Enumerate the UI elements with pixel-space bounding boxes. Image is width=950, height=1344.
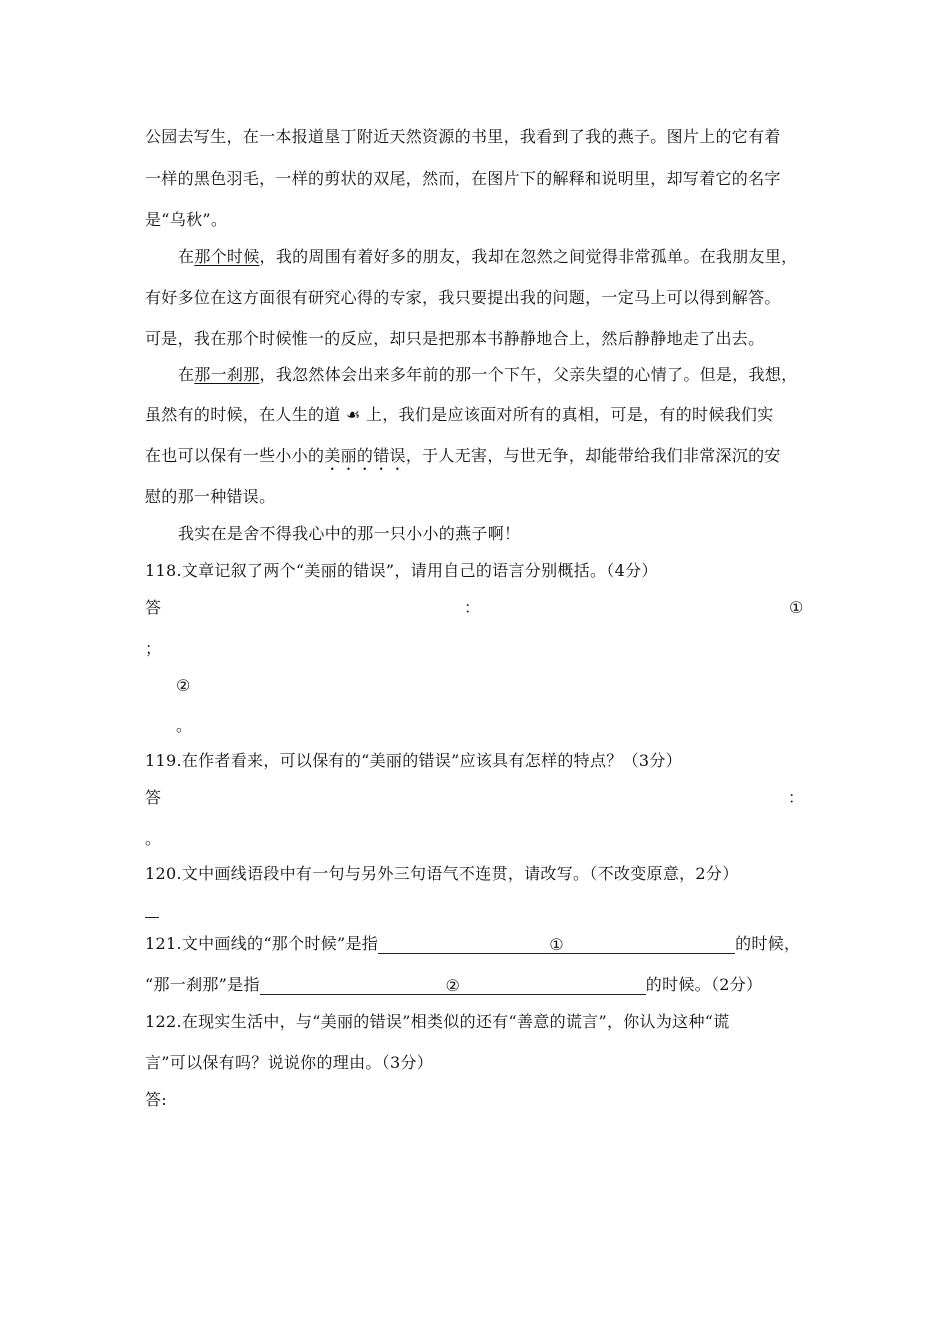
dotted-phrase-美丽的错误: 美丽的错误	[324, 446, 406, 465]
p3-line1-rest: ，我忽然体会出来多年前的那一个下午，父亲失望的心情了。但是，我想，	[259, 365, 798, 384]
q121-blank2[interactable]	[260, 976, 646, 995]
passage-p3-line1	[178, 365, 797, 385]
passage-p3-line4: 慰的那一种错误。	[145, 487, 276, 506]
q118-mark2: ②	[176, 676, 191, 695]
q120-answer-line[interactable]	[145, 917, 159, 918]
q122-line2: 言”可以保有吗？说说你的理由。（3分）	[145, 1053, 434, 1072]
q118-period: 。	[176, 716, 193, 735]
q121-line2	[145, 975, 762, 995]
passage-p2-line2: 有好多位在这方面很有研究心得的专家，我只要提出我的问题，一定马上可以得到解答。	[145, 288, 781, 307]
q118-question: 118.文章记叙了两个“美丽的错误”，请用自己的语言分别概括。（4分）	[145, 561, 658, 580]
q121-blank1[interactable]	[378, 935, 735, 954]
p2-line1-rest: ，我的周围有着好多的朋友，我却在忽然之间觉得非常孤单。在我朋友里，	[259, 247, 798, 266]
passage-p1-line1: 公园去写生，在一本报道垦丁附近天然资源的书里，我看到了我的燕子。图片上的它有着	[145, 127, 781, 146]
q121-part2-prefix: “那一刹那”是指	[145, 975, 260, 994]
q119-question: 119.在作者看来，可以保有的“美丽的错误”应该具有怎样的特点？（3分）	[145, 751, 682, 770]
passage-p2-line1	[178, 247, 797, 267]
q121-part1-prefix: 121.文中画线的“那个时候”是指	[145, 934, 379, 953]
p3-line3-b: ，于人无害，与世无争，却能带给我们非常深沉的安	[405, 446, 781, 465]
p3-lead: 在	[178, 365, 195, 384]
passage-p1-line2: 一样的黑色羽毛，一样的剪状的双尾，然而，在图片下的解释和说明里，却写着它的名字	[145, 169, 781, 188]
q122-answer-label: 答:	[145, 1090, 167, 1109]
q119-answer-label: 答	[145, 788, 162, 807]
passage-p2-line3: 可是，我在那个时候惟一的反应，却只是把那本书静静地合上，然后静静地走了出去。	[145, 329, 765, 348]
p3-line3-a: 在也可以保有一些小小的	[145, 446, 325, 465]
q120-question: 120.文中画线语段中有一句与另外三句语气不连贯，请改写。（不改变原意，2分）	[145, 864, 739, 883]
q118-mark1: ①	[789, 598, 804, 617]
q121-line1	[145, 934, 800, 954]
q122-line1: 122.在现实生活中，与“美丽的错误”相类似的还有“善意的谎言”，你认为这种“谎	[145, 1012, 730, 1031]
q118-answer-label: 答	[145, 598, 162, 617]
underlined-phrase-那个时候: 那个时候	[194, 247, 260, 266]
underlined-phrase-那一刹那: 那一刹那	[194, 365, 260, 384]
q121-mark2: ②	[445, 976, 461, 995]
q119-period: 。	[145, 829, 162, 848]
q121-part2-suffix: 的时候。（2分）	[645, 975, 763, 994]
passage-p1-line3: 是“乌秋”。	[145, 210, 228, 229]
passage-p4: 我实在是舍不得我心中的那一只小小的燕子啊！	[178, 524, 521, 543]
p2-lead: 在	[178, 247, 195, 266]
q118-colon: ：	[464, 598, 481, 617]
q121-mark1: ①	[549, 935, 564, 954]
passage-p3-line2: 虽然有的时候，在人生的道 ☙ 上，我们是应该面对所有的真相，可是，有的时候我们实	[145, 405, 774, 424]
q119-colon: ：	[788, 788, 805, 807]
passage-p3-line3	[145, 446, 781, 474]
q121-part1-suffix: 的时候，	[735, 934, 801, 953]
q118-semicolon: ；	[145, 639, 162, 658]
